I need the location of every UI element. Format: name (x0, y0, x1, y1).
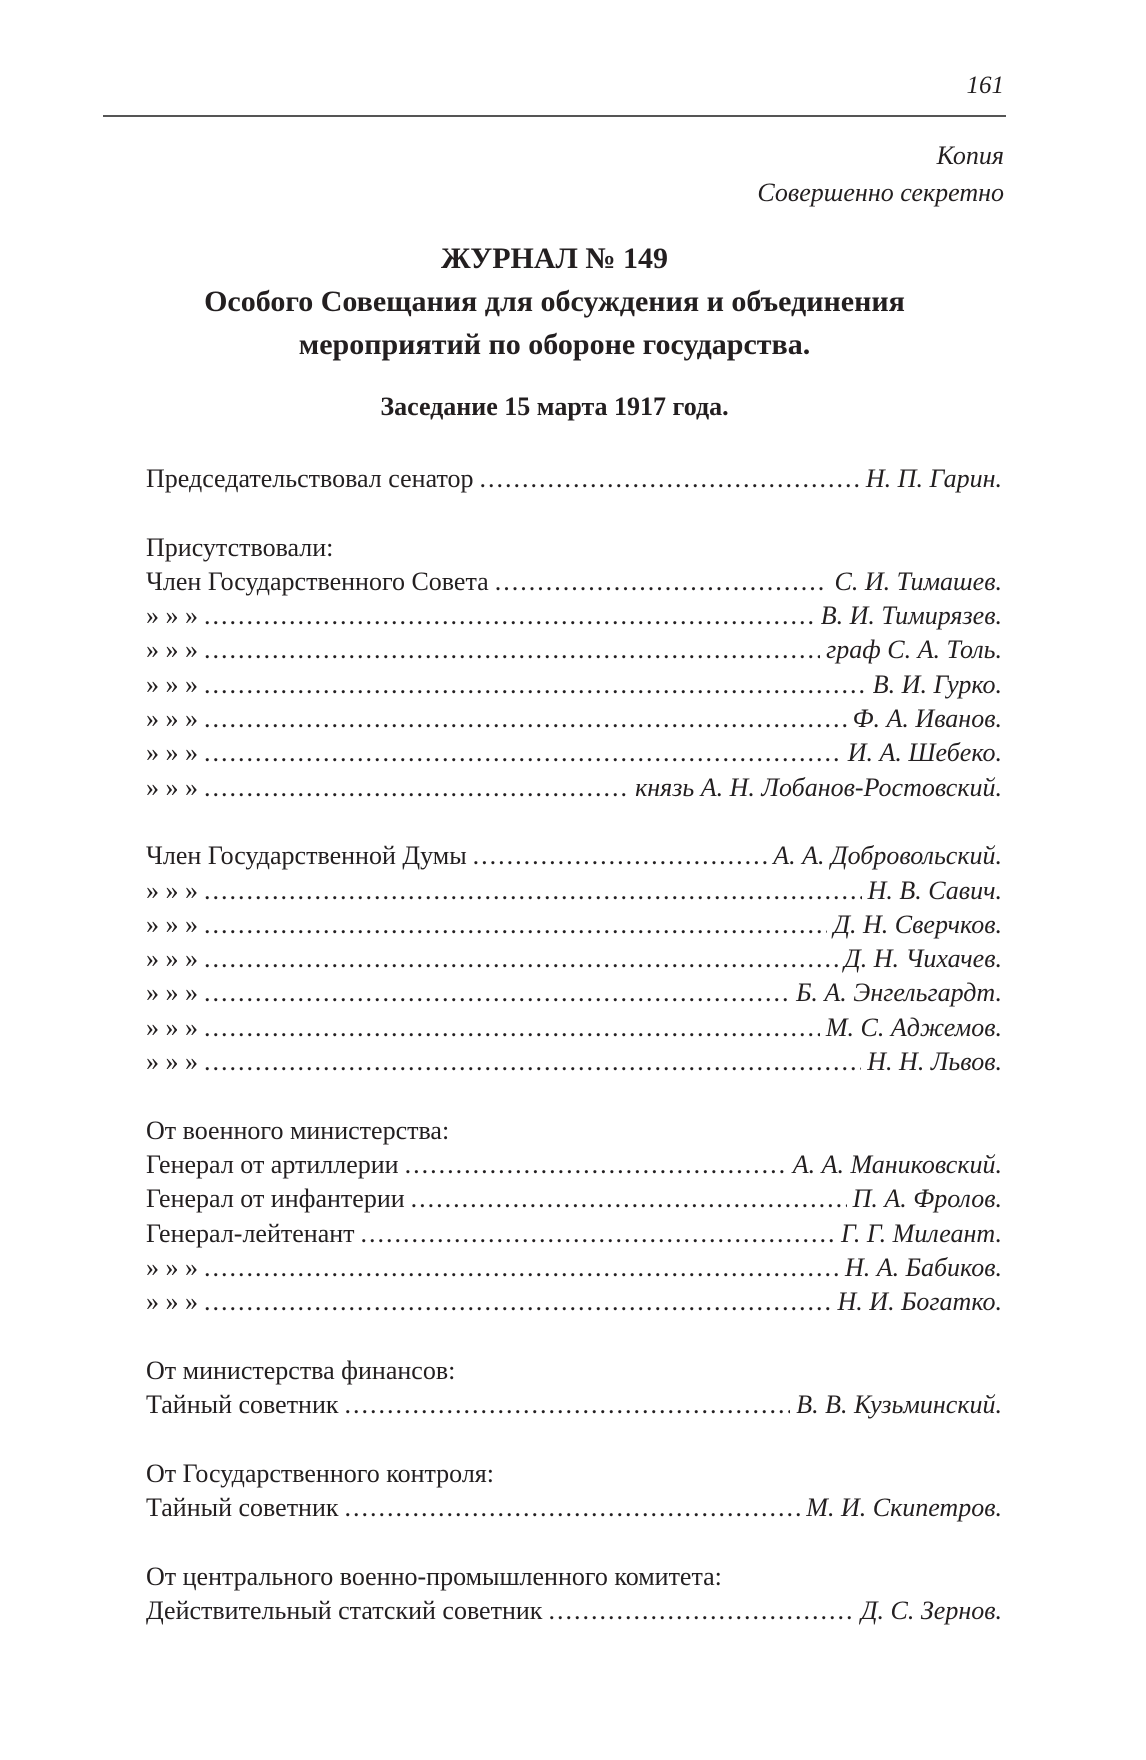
list-item (146, 1045, 1002, 1079)
dot-leader (204, 976, 790, 1010)
entry-role: » » » (146, 704, 198, 734)
session-date: Заседание 15 марта 1917 года. (380, 392, 729, 421)
entry-role: Тайный советник (146, 1492, 339, 1522)
list-item (146, 633, 1002, 667)
dot-leader (204, 736, 842, 770)
list-item (146, 1388, 1002, 1422)
section-heading: От военного министерства: (146, 1115, 450, 1145)
entry-role: » » » (146, 1287, 198, 1317)
entry-name: П. А. Фролов. (852, 1184, 1002, 1214)
entry-name: граф С. А. Толь. (826, 635, 1002, 665)
secrecy-stamp (757, 137, 1004, 211)
attendance-list (146, 462, 1002, 1628)
title-line-2: Особого Совещания для обсуждения и объединения (204, 285, 905, 318)
list-item (146, 1148, 1002, 1182)
list-item (146, 1217, 1002, 1251)
finance-ministry-section (146, 1354, 1002, 1423)
chairman-entry (146, 462, 1002, 496)
entry-name: Н. А. Бабиков. (844, 1252, 1002, 1282)
stamp-copy: Копия (936, 141, 1004, 170)
section-heading: От министерства финансов: (146, 1355, 456, 1385)
list-item (146, 1251, 1002, 1285)
entry-name: М. С. Аджемов. (825, 1012, 1002, 1042)
dot-leader (204, 668, 867, 702)
dot-leader (204, 599, 815, 633)
list-item (146, 908, 1002, 942)
entry-name: В. И. Тимирязев. (820, 601, 1002, 631)
entry-role: » » » (146, 601, 198, 631)
entry-role: Член Государственного Совета (146, 566, 489, 596)
entry-name: Н. П. Гарин. (865, 464, 1002, 493)
entry-role: » » » (146, 1252, 198, 1282)
document-title (103, 237, 1006, 366)
state-control-section (146, 1457, 1002, 1526)
entry-role: Член Государственной Думы (146, 841, 467, 871)
dot-leader (473, 839, 768, 873)
entry-role: » » » (146, 738, 198, 768)
list-item (146, 1594, 1002, 1628)
war-industry-committee-section (146, 1560, 1002, 1629)
list-item (146, 1285, 1002, 1319)
entry-name: Н. И. Богатко. (837, 1287, 1002, 1317)
entry-role: Генерал от артиллерии (146, 1149, 399, 1179)
list-item (146, 1182, 1002, 1216)
entry-role: Действительный статский советник (146, 1595, 543, 1625)
page-number: 161 (966, 72, 1004, 99)
dot-leader (204, 633, 820, 667)
entry-role: » » » (146, 772, 198, 802)
entry-name: А. А. Добровольский. (773, 841, 1002, 871)
entry-role: » » » (146, 875, 198, 905)
dot-leader (548, 1594, 855, 1628)
entry-role: » » » (146, 978, 198, 1008)
entry-role: Тайный советник (146, 1390, 339, 1420)
title-line-3: мероприятий по обороне государства. (298, 328, 811, 361)
section-heading: От центрального военно-промышленного комитета: (146, 1561, 722, 1591)
entry-role: » » » (146, 944, 198, 974)
list-item (146, 599, 1002, 633)
entry-name: Д. С. Зернов. (861, 1595, 1002, 1625)
entry-name: И. А. Шебеко. (847, 738, 1002, 768)
entry-role: » » » (146, 909, 198, 939)
entry-name: А. А. Маниковский. (792, 1149, 1002, 1179)
war-ministry-section (146, 1114, 1002, 1320)
list-item (146, 736, 1002, 770)
entry-name: В. И. Гурко. (872, 669, 1002, 699)
dot-leader (204, 1251, 839, 1285)
entry-role: » » » (146, 1047, 198, 1077)
list-item (146, 942, 1002, 976)
dot-leader (345, 1388, 791, 1422)
list-item (146, 839, 1002, 873)
list-item (146, 668, 1002, 702)
entry-name: Г. Г. Милеант. (840, 1218, 1002, 1248)
dot-leader (204, 942, 838, 976)
dot-leader (361, 1217, 835, 1251)
entry-name: Б. А. Энгельгардт. (796, 978, 1002, 1008)
header-rule (103, 115, 1006, 117)
entry-name: М. И. Скипетров. (806, 1492, 1002, 1522)
council-section (146, 565, 1002, 805)
dot-leader (411, 1182, 847, 1216)
entry-role: Генерал-лейтенант (146, 1218, 355, 1248)
dot-leader (204, 1045, 861, 1079)
list-item (146, 1011, 1002, 1045)
dot-leader (495, 565, 829, 599)
entry-name: Н. В. Савич. (867, 875, 1002, 905)
duma-section (146, 839, 1002, 1079)
entry-role: Генерал от инфантерии (146, 1184, 405, 1214)
list-item (146, 565, 1002, 599)
entry-name: князь А. Н. Лобанов-Ростовский. (635, 772, 1002, 802)
entry-name: Ф. А. Иванов. (852, 704, 1002, 734)
list-item (146, 1491, 1002, 1525)
entry-name: Д. Н. Сверчков. (833, 909, 1002, 939)
list-item (146, 976, 1002, 1010)
dot-leader (204, 1011, 820, 1045)
dot-leader (204, 702, 847, 736)
list-item (146, 771, 1002, 805)
entry-role: » » » (146, 1012, 198, 1042)
list-item (146, 874, 1002, 908)
dot-leader (345, 1491, 801, 1525)
entry-name: Н. Н. Львов. (867, 1047, 1002, 1077)
entry-name: Д. Н. Чихачев. (844, 944, 1002, 974)
list-item (146, 702, 1002, 736)
dot-leader (479, 462, 859, 496)
section-heading: От Государственного контроля: (146, 1458, 494, 1488)
title-journal-number: ЖУРНАЛ № 149 (440, 242, 669, 275)
present-heading: Присутствовали: (146, 532, 334, 562)
entry-role: » » » (146, 635, 198, 665)
entry-role: Председательствовал сенатор (146, 464, 474, 493)
dot-leader (204, 771, 629, 805)
entry-name: С. И. Тимашев. (834, 566, 1002, 596)
dot-leader (204, 874, 862, 908)
dot-leader (204, 1285, 832, 1319)
dot-leader (405, 1148, 787, 1182)
entry-role: » » » (146, 669, 198, 699)
dot-leader (204, 908, 827, 942)
entry-name: В. В. Кузьминский. (796, 1390, 1002, 1420)
stamp-secret: Совершенно секретно (757, 178, 1004, 207)
